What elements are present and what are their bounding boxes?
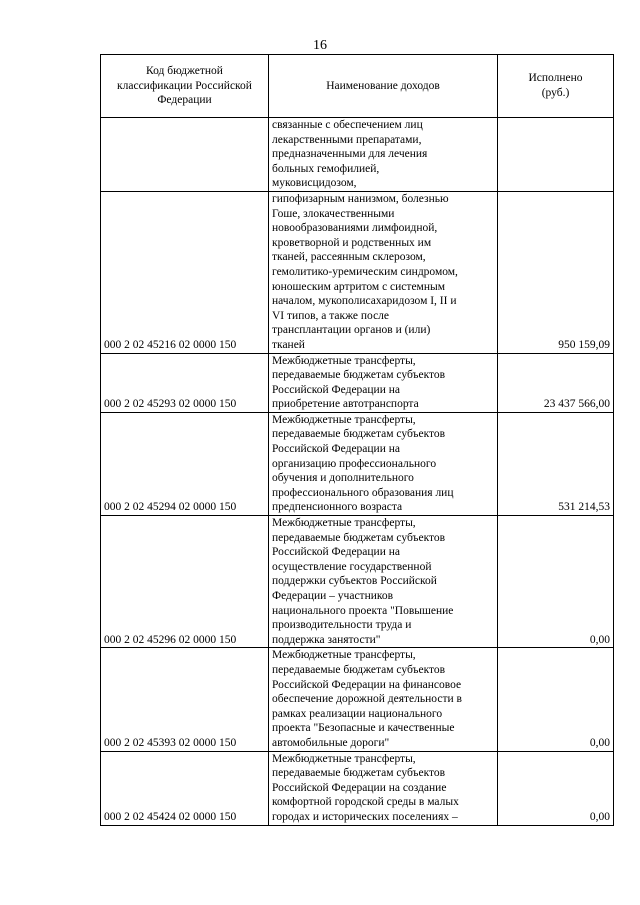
page-number: 16 [313,38,327,53]
revenue-name-line: лекарственными препаратами, [272,133,422,146]
revenue-name-line: Российской Федерации на [272,546,400,559]
revenue-name-line: юношеским артритом с системным [272,280,445,293]
table-row [101,353,614,412]
revenue-name-line: передаваемые бюджетам субъектов [272,428,446,441]
revenue-name-cell [269,648,498,751]
table-row [101,516,614,648]
column-header-executed [498,55,614,118]
revenue-name-line: гипофизарным нанизмом, болезнью [272,192,449,205]
revenue-name-cell [269,516,498,648]
revenue-name-cell [269,118,498,192]
revenue-name-line: гемолитико-уремическим синдромом, [272,265,458,278]
revenue-name-line: организацию профессионального [272,457,437,470]
revenue-name-line: автомобильные дороги" [272,736,390,749]
revenue-name-line: передаваемые бюджетам субъектов [272,663,446,676]
revenue-name-line: кроветворной и родственных им [272,236,432,249]
table-row [101,648,614,751]
revenue-name-line: тканей [272,338,305,351]
revenue-name-line: Российской Федерации на [272,443,400,456]
revenue-name-line: Федерации – участников [272,590,394,602]
revenue-name-line: обеспечение дорожной деятельности в [272,693,462,706]
revenue-name-line: профессионального образования лиц [272,486,454,499]
table-row [101,118,614,192]
revenue-name-line: осуществление государственной [272,560,432,573]
executed-amount-cell: 950 159,09 [498,191,614,353]
revenue-name-line: тканей, рассеянным склерозом, [272,251,426,264]
executed-amount-cell: 0,00 [498,751,614,825]
table-row [101,751,614,825]
revenue-name-cell [269,191,498,353]
revenue-name-line: Межбюджетные трансферты, [272,354,416,367]
budget-code-cell: 000 2 02 45293 02 0000 150 [101,353,269,412]
revenue-table [100,54,614,826]
executed-amount-cell: 0,00 [498,648,614,751]
table-body [101,118,614,826]
revenue-name-line: проекта "Безопасные и качественные [272,722,455,735]
revenue-name-line: поддержка занятости" [272,633,381,646]
revenue-name-line: Российской Федерации на финансовое [272,678,462,691]
executed-amount-cell: 531 214,53 [498,412,614,515]
revenue-name-line: Межбюджетные трансферты, [272,413,416,426]
revenue-name-line: Российской Федерации на [272,383,400,396]
header-code-line: Код бюджетной [146,65,223,78]
revenue-name-line: трансплантации органов и (или) [272,324,431,337]
budget-code-cell: 000 2 02 45424 02 0000 150 [101,751,269,825]
revenue-name-line: приобретение автотранспорта [272,398,419,411]
executed-amount-cell: 0,00 [498,516,614,648]
table-header-row [101,55,614,118]
executed-amount-cell [498,118,614,192]
column-header-name: Наименование доходов [269,55,498,118]
table-row [101,412,614,515]
budget-code-cell [101,118,269,192]
revenue-name-line: поддержки субъектов Российской [272,575,437,588]
revenue-name-cell [269,751,498,825]
budget-code-cell: 000 2 02 45294 02 0000 150 [101,412,269,515]
revenue-name-line: рамках реализации национального [272,707,443,720]
revenue-name-cell [269,353,498,412]
revenue-name-line: новообразованиями лимфоидной, [272,222,438,235]
revenue-name-line: национального проекта "Повышение [272,604,454,617]
header-executed-line: (руб.) [541,87,570,99]
revenue-name-line: предпенсионного возраста [272,501,403,514]
header-code-line: классификации Российской [117,79,252,92]
table-row [101,191,614,353]
revenue-name-line: больных гемофилией, [272,162,380,175]
revenue-name-line: Российской Федерации на создание [272,781,447,794]
revenue-name-line: Межбюджетные трансферты, [272,752,416,765]
revenue-name-line: Межбюджетные трансферты, [272,649,416,662]
revenue-name-line: Гоше, злокачественными [272,207,395,220]
revenue-name-line: обучения и дополнительного [272,472,414,485]
revenue-name-line: передаваемые бюджетам субъектов [272,369,446,382]
header-executed-line: Исполнено [528,72,583,85]
column-header-code [101,55,269,118]
header-code-line: Федерации [157,94,212,107]
revenue-name-line: передаваемые бюджетам субъектов [272,531,446,544]
revenue-name-line: VI типов, а также после [272,309,390,322]
budget-code-cell: 000 2 02 45393 02 0000 150 [101,648,269,751]
revenue-name-line: муковисцидозом, [272,177,357,190]
executed-amount-cell: 23 437 566,00 [498,353,614,412]
revenue-name-line: комфортной городской среды в малых [272,796,459,809]
revenue-name-line: Межбюджетные трансферты, [272,517,416,530]
revenue-name-line: началом, мукополисахаридозом I, II и [272,295,457,308]
budget-code-cell: 000 2 02 45296 02 0000 150 [101,516,269,648]
revenue-name-line: предназначенными для лечения [272,148,428,161]
budget-code-cell: 000 2 02 45216 02 0000 150 [101,191,269,353]
revenue-name-line: передаваемые бюджетам субъектов [272,767,446,780]
revenue-name-line: связанные с обеспечением лиц [272,119,423,131]
revenue-name-cell [269,412,498,515]
revenue-name-line: производительности труда и [272,619,412,632]
revenue-name-line: городах и исторических поселениях – [272,810,458,823]
